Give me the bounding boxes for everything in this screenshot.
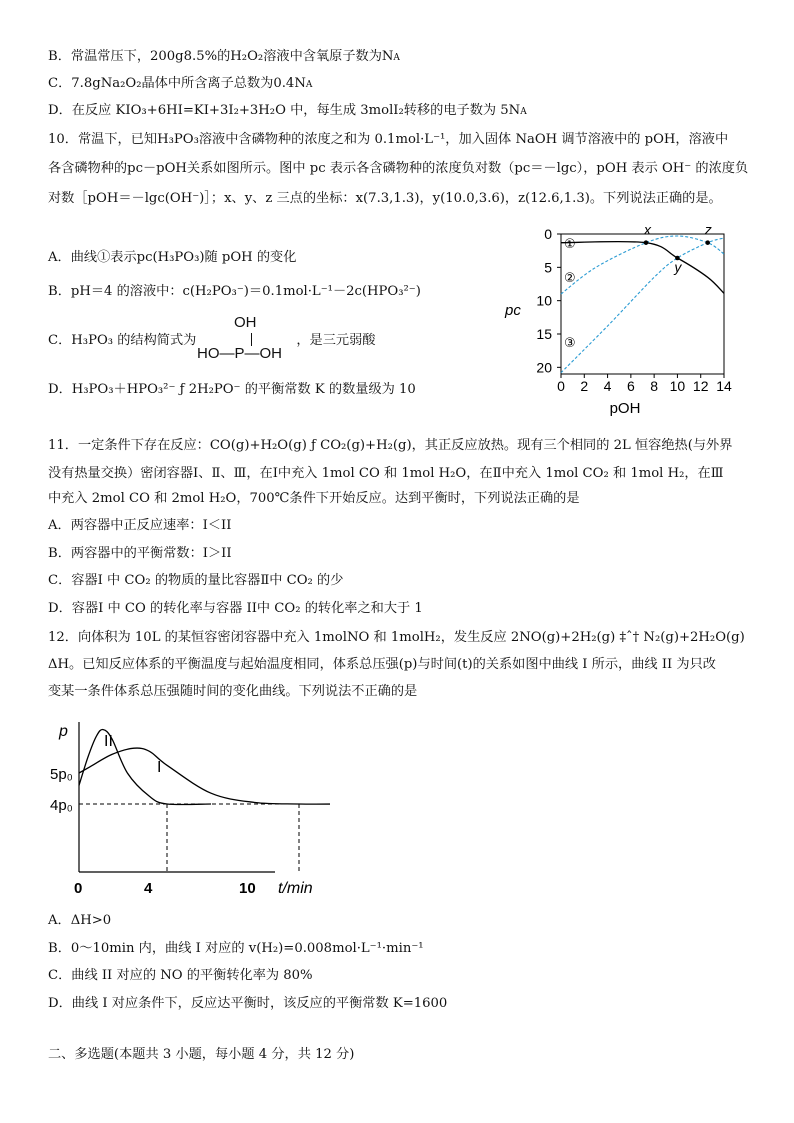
q12-option-a: A．ΔH>0 [48, 913, 112, 928]
x-tick-label: 4 [603, 378, 612, 394]
q11-stem-line3: 中充入 2mol CO 和 2mol H₂O，700℃条件下开始反应。达到平衡时，下列说法正确的是 [48, 491, 580, 506]
x-tick-label: 0 [557, 378, 565, 394]
xtick-10: 10 [239, 880, 256, 897]
curve-3 [561, 238, 724, 373]
plot-frame [561, 234, 724, 374]
t-axis-label: t/min [278, 880, 313, 897]
q12-stem-line2: ΔH。已知反应体系的平衡温度与起始温度相同，体系总压强(p)与时间(t)的关系如图中曲线 I 所示，曲线 II 为只改 [48, 657, 716, 672]
q11-option-a: A．两容器中正反应速率：I＜II [48, 518, 232, 533]
q10-stem-line2: 各含磷物种的pc－pOH关系如图所示。图中 pc 表示各含磷物种的浓度负对数（pc＝－lgc），pOH 表示 OH⁻ 的浓度负 [48, 161, 749, 176]
q9-option-b: B．常温常压下，200g8.5%的H₂O₂溶液中含氧原子数为NA [48, 49, 400, 64]
y-tick-label: 0 [544, 226, 552, 242]
q10-stem-line1: 10．常温下，已知H₃PO₃溶液中含磷物种的浓度之和为 0.1mol·L⁻¹，加入固体 NaOH 调节溶液中的 pOH，溶液中 [48, 132, 729, 147]
q11-option-b: B．两容器中的平衡常数：I＞II [48, 546, 232, 561]
structure-oh-top: OH [234, 314, 257, 331]
q12-option-d: D．曲线 I 对应条件下，反应达平衡时，该反应的平衡常数 K=1600 [48, 996, 448, 1011]
q11-option-c: C．容器Ⅰ 中 CO₂ 的物质的量比容器Ⅱ中 CO₂ 的少 [48, 573, 344, 588]
curve-label-II: II [104, 733, 113, 750]
x-tick-label: 14 [716, 378, 732, 394]
curve-II [79, 730, 211, 805]
q10-option-a: A．曲线①表示pc(H₃PO₃)随 pOH 的变化 [48, 250, 297, 265]
q10-option-c: C．H₃PO₃ 的结构简式为 ，是三元弱酸 [48, 333, 376, 348]
curve-1 [561, 242, 724, 294]
y-tick-label: 15 [536, 326, 552, 342]
curve-I [79, 748, 330, 804]
x-tick-label: 10 [669, 378, 686, 394]
q11-stem-line1: 11．一定条件下存在反应：CO(g)+H₂O(g) ƒ CO₂(g)+H₂(g)，其正反应放热。现有三个相同的 2L 恒容绝热(与外界 [48, 438, 733, 453]
q11-option-d: D．容器Ⅰ 中 CO 的转化率与容器 II中 CO₂ 的转化率之和大于 1 [48, 601, 423, 616]
point-label-x: x [643, 225, 651, 238]
section-2-heading: 二、多选题(本题共 3 小题，每小题 4 分，共 12 分) [48, 1047, 355, 1062]
y-tick-label: 5 [544, 259, 552, 276]
q9-option-d: D．在反应 KIO₃+6HI=KI+3I₂+3H₂O 中，每生成 3molI₂转移的电子数为 5NA [48, 103, 527, 118]
point-z [705, 240, 710, 245]
q12-option-b: B．0～10min 内，曲线 I 对应的 v(H₂)=0.008mol·L⁻¹·min⁻¹ [48, 941, 424, 956]
q9-option-c: C．7.8gNa₂O₂晶体中所含离子总数为0.4NA [48, 76, 313, 91]
x-axis-label: pOH [609, 400, 641, 417]
point-label-y: y [674, 259, 682, 275]
xtick-4: 4 [144, 880, 153, 897]
q12-stem-line1: 12．向体积为 10L 的某恒容密闭容器中充入 1molNO 和 1molH₂，发生反应 2NO(g)+2H₂(g) ‡ˆ† N₂(g)+2H₂O(g) [48, 630, 745, 645]
q10-stem-line3: 对数［pOH＝－lgc(OH⁻)］；x、y、z 三点的坐标：x(7.3,1.3)，y(10.0,3.6)，z(12.6,1.3)。下列说法正确的是。 [48, 191, 722, 206]
q12-stem-line3: 变某一条件体系总压强随时间的变化曲线。下列说法不正确的是 [48, 684, 418, 699]
q12-option-c: C．曲线 II 对应的 NO 的平衡转化率为 80% [48, 968, 313, 983]
point-label-z: z [704, 225, 712, 238]
ytick-5p0: 5p₀ [50, 766, 73, 783]
x-tick-label: 2 [580, 378, 589, 394]
curve-label-I: I [157, 759, 162, 776]
q10-option-d: D．H₃PO₃＋HPO₃²⁻ ƒ 2H₂PO⁻ 的平衡常数 K 的数量级为 10 [48, 382, 416, 397]
q10-option-b: B．pH＝4 的溶液中：c(H₂PO₃⁻)＝0.1mol·L⁻¹－2c(HPO₃²⁻) [48, 284, 421, 299]
ytick-4p0: 4p₀ [50, 797, 73, 814]
xtick-0: 0 [74, 880, 83, 897]
y-axis-label: pc [505, 302, 521, 319]
pressure-time-chart [40, 712, 330, 902]
curve-label-1: ① [564, 236, 576, 251]
structure-main: HO—P—OH [197, 345, 283, 362]
curve-label-3: ③ [564, 335, 576, 350]
x-tick-label: 12 [692, 378, 709, 394]
x-tick-label: 8 [650, 378, 659, 394]
q11-stem-line2: 没有热量交换）密闭容器Ⅰ、Ⅱ、Ⅲ，在Ⅰ中充入 1mol CO 和 1mol H₂O，在Ⅱ中充入 1mol CO₂ 和 1mol H₂，在Ⅲ [48, 466, 724, 481]
curve-label-2: ② [564, 270, 576, 285]
p-axis-label: p [59, 723, 68, 740]
point-x [644, 240, 649, 245]
y-tick-label: 20 [536, 359, 552, 376]
y-tick-label: 10 [536, 292, 552, 309]
curve-2 [561, 236, 724, 294]
pc-poh-chart [498, 225, 748, 420]
x-tick-label: 6 [626, 378, 635, 394]
